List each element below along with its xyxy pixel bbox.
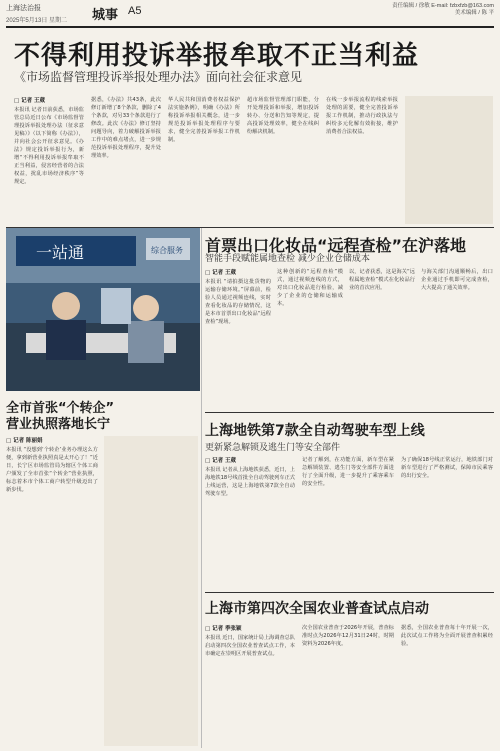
news-photo xyxy=(6,228,200,391)
story4-column-1: 本报讯 记者从上海地铁获悉，近日，上海地铁18号线首批全自动驾驶列车正式上线运营，这是上海地铁第7款全自动驾驶车型。 xyxy=(205,467,295,497)
story5-headline: 上海市第四次全国农业普查试点启动 xyxy=(205,601,429,617)
story2-byline: □ 记者 王葳 xyxy=(205,270,237,276)
lead-column-3: 华人民共和国消费者权益保护法实施条例》，明确《办法》所称投诉举报相关概念，进一步规范投诉举报处理程序与要求，健全完善投诉举报工作机制。 xyxy=(168,97,240,143)
page-code: A5 xyxy=(128,5,142,17)
lead-column-5: 在线一步举报流程的线索举报处理的需要，健全完善投诉举报工作机制，推动行政执法与纠纷多元化解有效衔接，维护消费者合法权益。 xyxy=(326,97,398,135)
service-hall-photo xyxy=(6,228,200,391)
story3-headline-line1: 全市首张“个转企” xyxy=(6,401,115,416)
newspaper-logo: 上海法治报 xyxy=(6,4,41,12)
story2-column-4: 与海关部门沟通顺畅后，出口企业通过手机即可完成查检，大大提高了通关效率。 xyxy=(421,269,493,291)
masthead xyxy=(0,0,500,27)
lead-column-6-filler xyxy=(405,96,493,224)
story4-byline: □ 记者 王葳 xyxy=(205,458,237,464)
photo-banner-text: 一站通 xyxy=(36,243,85,262)
section-rule-3 xyxy=(205,592,494,593)
story2-column-1: 本报讯 “请拍摄这批货物的运输存储环境。”屏幕前，检验人员通过视频连线，实时查看化妆品的存储情况，这是本市首票出口化妆品“远程查检”现场。 xyxy=(205,279,271,325)
story5-column-3: 据悉，全国农业普查每十年开展一次，此次试点工作将为全面开展普查积累经验。 xyxy=(401,625,493,647)
column-divider xyxy=(201,228,202,748)
story3-headline-line2: 营业执照落地长宁 xyxy=(6,417,111,432)
lead-headline: 不得利用投诉举报牟取不正当利益 xyxy=(14,41,420,71)
story2-column-3: 以，记者获悉，这是海关“远程属地查检”模式在化妆品行业的首次应用。 xyxy=(349,269,415,291)
lead-column-2: 据悉，《办法》共43条，此次修订新增了8个条款，删除了4个条款，对另33个条款进行了修改。此次《办法》修订坚持问题导向，着力破解投诉举报工作中的难点堵点，进一步规范投诉举报处理程序，提升处理效率。 xyxy=(91,97,161,159)
lead-column-1: 本报讯 记者日前获悉，市场监管总局近日公布《市场监督管理投诉举报处理办法（征求意见稿）》（以下简称《办法》），并向社会公开征求意见。《办法》规定投诉举报行为，新增“不得利用投诉举报牟取不正当利益，侵害经营者的合法权益，扰乱市场经济秩序”等规定。 xyxy=(14,107,84,185)
masthead-rule xyxy=(6,26,494,28)
story4-headline: 上海地铁第7款全自动驾驶车型上线 xyxy=(205,423,425,439)
editor-info xyxy=(392,3,494,17)
story2-subhead: 智能手段赋能属地查检 减少企业仓储成本 xyxy=(205,254,370,264)
lead-column-4: 超市场监督管理部门职能，分开处理投诉和举报，增加投诉转办、分送和告知等规定，提高投诉处理效率，健全在线纠纷解决机制。 xyxy=(247,97,319,135)
section-rule-2 xyxy=(205,412,494,413)
story3-body: 本报讯 “没想到‘个转企’业务办理这么方便，拿到新营业执照真是太开心了！”近日，长宁区市场监管局为辖区个体工商户颁发了全市首张“个转企”营业执照，标志着本市个体工商户转型升级迈出了新步伐。 xyxy=(6,447,98,493)
story3-column-2-filler xyxy=(104,436,198,746)
issue-date: 2025年5月13日 星期二 xyxy=(6,18,68,24)
story4-column-3: 为了确保18号线正常运行，地铁部门对新车型进行了严格测试，保障市民乘客的出行安全。 xyxy=(401,457,493,479)
lead-subhead: 《市场监督管理投诉举报处理办法》面向社会征求意见 xyxy=(14,70,303,84)
story3-byline: □ 记者 陈丽娟 xyxy=(6,438,43,444)
story2-headline: 首票出口化妆品“远程查检”在沪落地 xyxy=(205,236,467,255)
editor-line: 责任编辑 / 徐敏 E-mail: fzbxfzb@163.com xyxy=(392,3,494,9)
designer-line: 美术编辑 / 陈 平 xyxy=(454,10,494,16)
lead-byline: □ 记者 王葳 xyxy=(14,98,46,104)
story5-column-2: 次全国农业普查于2026年开展，普查标准时点为2026年12月31日24时，时期资料为2026年度。 xyxy=(302,625,394,647)
photo-sign-text: 综合服务 xyxy=(151,246,183,255)
story5-column-1: 本报讯 近日，国家统计局上海调查总队启动第四次全国农业普查试点工作，本市确定在崇明区开展普查试点。 xyxy=(205,635,295,657)
story5-byline: □ 记者 季张颖 xyxy=(205,626,242,632)
story2-column-2: 这种创新的“远程查检”模式，通过视频连线的方式，对出口化妆品进行检验，减少了企业的仓储和运输成本。 xyxy=(277,269,343,307)
story4-subhead: 更新紧急解锁及逃生门等安全部件 xyxy=(205,443,341,453)
section-title: 城事 xyxy=(92,8,119,23)
story4-column-2: 记者了解到，在功能方面，新车型在紧急解锁装置、逃生门等安全部件方面进行了全面升级，进一步提升了乘客乘车的安全性。 xyxy=(302,457,394,487)
